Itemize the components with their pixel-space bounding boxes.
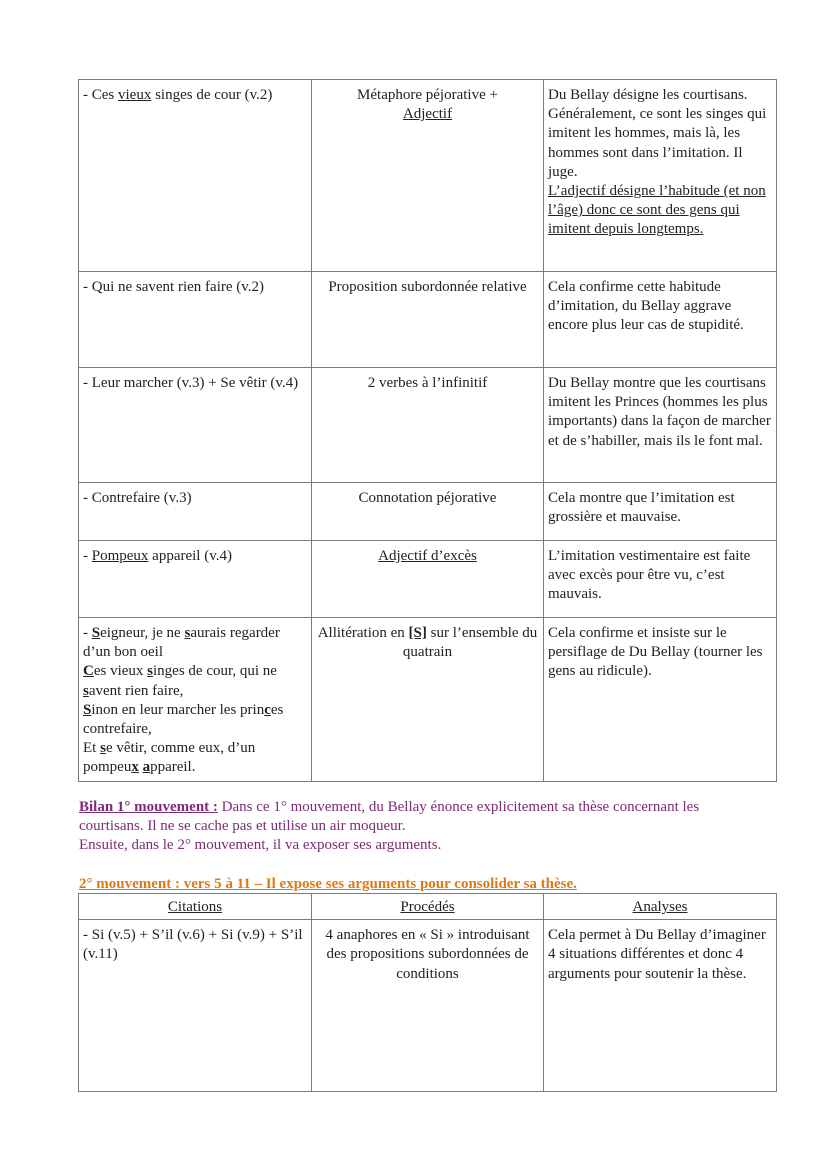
- table-row: [79, 368, 777, 483]
- analyse-cell: Cela confirme et insiste sur le persiflage de Du Bellay (tourner les gens au ridicule).: [544, 618, 777, 782]
- movement-2-heading: 2° mouvement : vers 5 à 11 – Il expose ses arguments pour consolider sa thèse.: [79, 876, 577, 892]
- header-citations: Citations: [79, 894, 312, 920]
- citation-cell: - Si (v.5) + S’il (v.6) + Si (v.9) + S’il (v.11): [79, 920, 312, 1092]
- citation-cell: - Contrefaire (v.3): [79, 483, 312, 541]
- table-row: [79, 541, 777, 618]
- table-row: [79, 920, 777, 1092]
- table-row: [79, 483, 777, 541]
- citation-cell: - Seigneur, je ne saurais regarder d’un bon oeil Ces vieux singes de cour, qui ne savent rien faire, Sinon en leur marcher les princes contrefaire, Et se vêtir, comme eux, d’un pompeux appareil.: [79, 618, 312, 782]
- bilan-text: Dans ce 1° mouvement, du Bellay énonce explicitement sa thèse concernant les courtisans. Il ne se cache pas et utilise un air moqueur.: [79, 799, 700, 835]
- procede-cell: 2 verbes à l’infinitif: [312, 368, 544, 483]
- analyse-cell: Du Bellay désigne les courtisans. Généralement, ce sont les singes qui imitent les hommes, mais là, les hommes sont dans l’imitation. Il juge. L’adjectif désigne l’habitude (et non l’âge) donc ce sont des gens qui imitent depuis longtemps.: [544, 80, 777, 272]
- procede-cell: 4 anaphores en « Si » introduisant des propositions subordonnées de conditions: [312, 920, 544, 1092]
- citation-cell: - Qui ne savent rien faire (v.2): [79, 272, 312, 368]
- citation-cell: - Ces vieux singes de cour (v.2): [79, 80, 312, 272]
- procede-cell: Allitération en [S] sur l’ensemble du quatrain: [312, 618, 544, 782]
- analyse-cell: L’imitation vestimentaire est faite avec excès pour être vu, c’est mauvais.: [544, 541, 777, 618]
- analyse-cell: Cela montre que l’imitation est grossière et mauvaise.: [544, 483, 777, 541]
- analyse-cell: Cela confirme cette habitude d’imitation, du Bellay aggrave encore plus leur cas de stupidité.: [544, 272, 777, 368]
- header-analyses: Analyses: [544, 894, 777, 920]
- bilan-paragraph: [79, 798, 759, 856]
- analyse-cell: Du Bellay montre que les courtisans imitent les Princes (hommes les plus importants) dans la façon de marcher et de s’habiller, mais ils le font mal.: [544, 368, 777, 483]
- procede-cell: Proposition subordonnée relative: [312, 272, 544, 368]
- analysis-table-1: [78, 79, 777, 782]
- citation-cell: - Leur marcher (v.3) + Se vêtir (v.4): [79, 368, 312, 483]
- header-procedes: Procédés: [312, 894, 544, 920]
- procede-cell: Adjectif d’excès: [312, 541, 544, 618]
- table-row: [79, 80, 777, 272]
- procede-cell: Métaphore péjorative + Adjectif: [312, 80, 544, 272]
- bilan-title: Bilan 1° mouvement :: [79, 799, 218, 815]
- table-header-row: [79, 894, 777, 920]
- bilan-text-2: Ensuite, dans le 2° mouvement, il va exposer ses arguments.: [79, 837, 442, 854]
- citation-cell: - Pompeux appareil (v.4): [79, 541, 312, 618]
- analyse-cell: Cela permet à Du Bellay d’imaginer 4 situations différentes et donc 4 arguments pour soutenir la thèse.: [544, 920, 777, 1092]
- procede-cell: Connotation péjorative: [312, 483, 544, 541]
- table-row: [79, 272, 777, 368]
- table-row: [79, 618, 777, 782]
- analysis-table-2: [78, 893, 777, 1092]
